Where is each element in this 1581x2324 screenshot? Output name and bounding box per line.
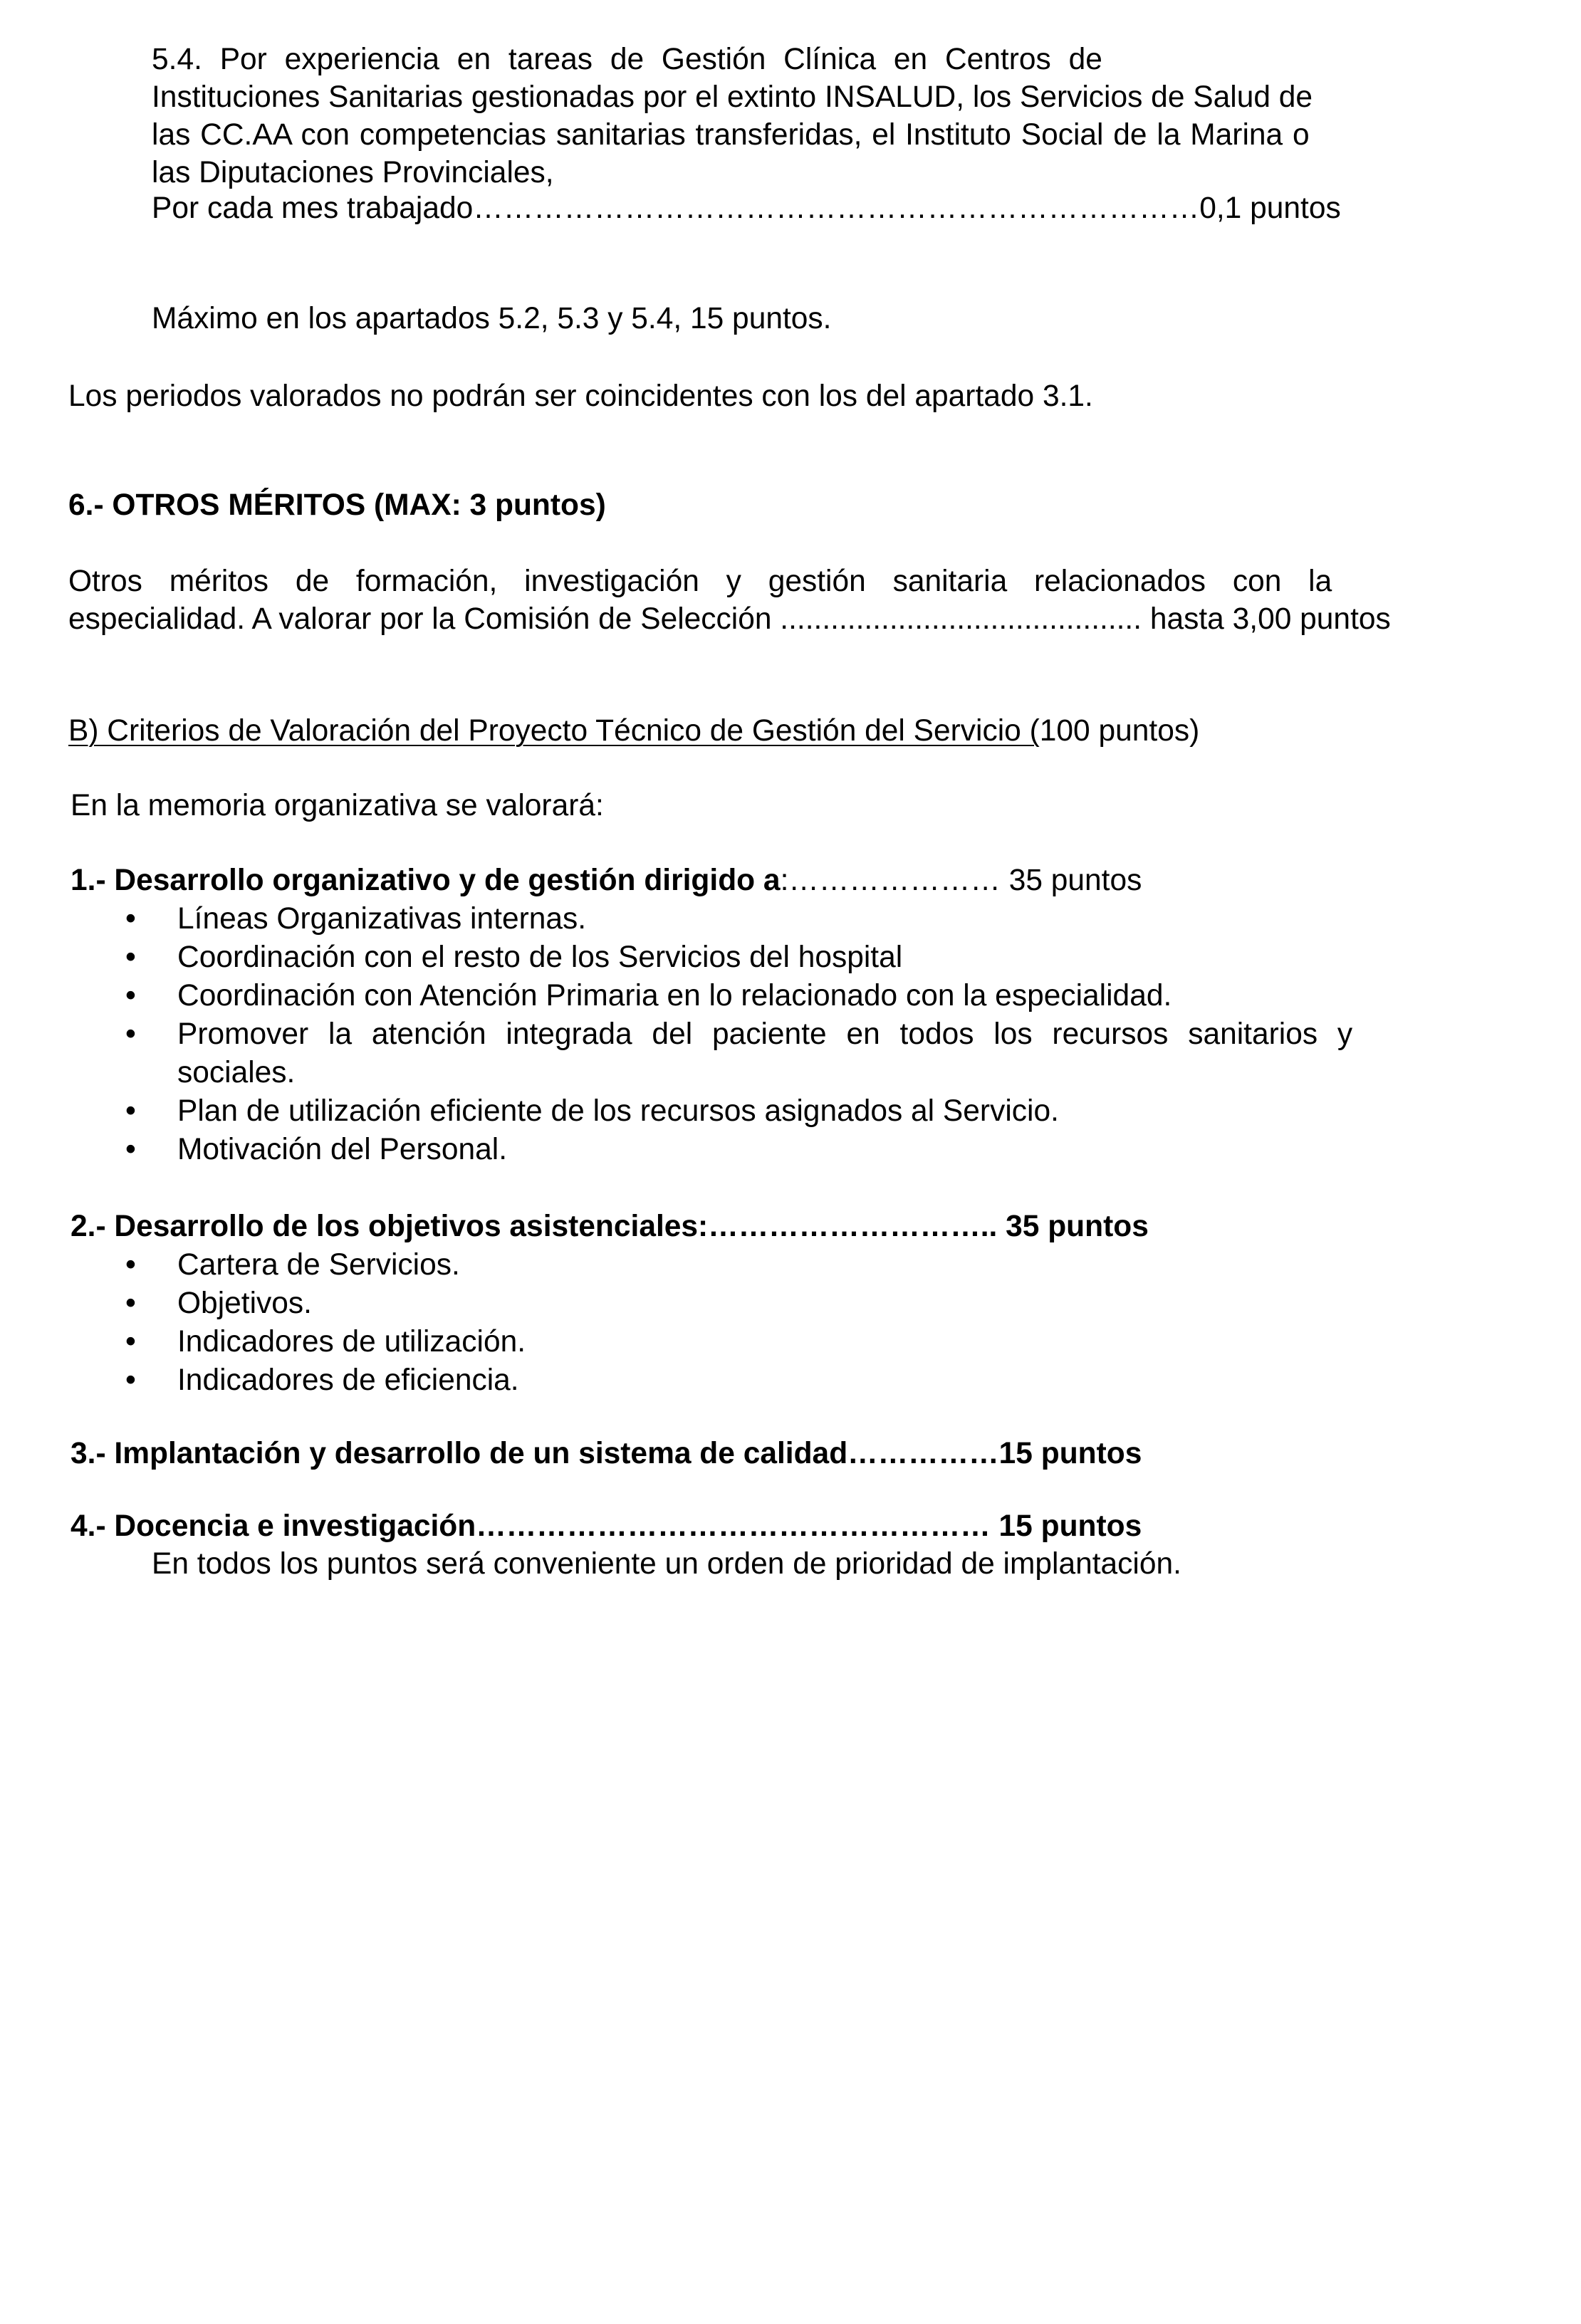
bullet-icon: •	[125, 941, 136, 974]
bullet-icon: •	[125, 979, 136, 1012]
item-1-bullet-3: Coordinación con Atención Primaria en lo relacionado con la especialidad.	[177, 979, 1172, 1012]
criteria-b-heading	[68, 712, 1199, 750]
item-1-heading-bold: 1.- Desarrollo organizativo y de gestión dirigido a	[71, 864, 781, 897]
item-4-heading: 4.- Docencia e investigación…………………………………………… 15 puntos	[71, 1509, 1142, 1543]
item-1-heading	[71, 862, 1142, 900]
item-1-heading-tail: :………………… 35 puntos	[780, 864, 1142, 897]
item-2-heading: 2.- Desarrollo de los objetivos asistenciales:……………………….. 35 puntos	[71, 1210, 1149, 1243]
section-5-4-line-4: las Diputaciones Provinciales,	[152, 156, 554, 189]
bullet-icon: •	[125, 1133, 136, 1166]
bullet-icon: •	[125, 1017, 136, 1051]
per-month-label: Por cada mes trabajado	[152, 192, 474, 225]
item-4-note: En todos los puntos será conveniente un orden de prioridad de implantación.	[152, 1547, 1181, 1581]
bullet-icon: •	[125, 1287, 136, 1320]
bullet-icon: •	[125, 1363, 136, 1397]
section-6-heading: 6.- OTROS MÉRITOS (MAX: 3 puntos)	[68, 488, 606, 522]
item-1-bullet-5: Plan de utilización eficiente de los recursos asignados al Servicio.	[177, 1094, 1059, 1128]
item-1-bullet-6: Motivación del Personal.	[177, 1133, 508, 1166]
bullet-icon: •	[125, 1248, 136, 1282]
item-2-bullet-4: Indicadores de eficiencia.	[177, 1363, 519, 1397]
bullet-icon: •	[125, 1325, 136, 1359]
item-1-bullet-2: Coordinación con el resto de los Servicios del hospital	[177, 941, 903, 974]
bullet-icon: •	[125, 1094, 136, 1128]
item-2-bullet-3: Indicadores de utilización.	[177, 1325, 526, 1359]
periodos-line: Los periodos valorados no podrán ser coincidentes con los del apartado 3.1.	[68, 380, 1093, 413]
section-5-4-line-2: Instituciones Sanitarias gestionadas por el extinto INSALUD, los Servicios de Salud de	[152, 80, 1313, 114]
item-2-bullet-1: Cartera de Servicios.	[177, 1248, 460, 1282]
leader-dots: ………………………………………………………………	[473, 192, 1200, 225]
item-2-bullet-2: Objetivos.	[177, 1287, 312, 1320]
criteria-b-heading-underlined: B) Criterios de Valoración del Proyecto Técnico de Gestión del Servicio (	[68, 714, 1040, 748]
criteria-b-heading-rest: 100 puntos)	[1039, 714, 1200, 748]
memoria-line: En la memoria organizativa se valorará:	[71, 789, 604, 822]
item-3-heading: 3.- Implantación y desarrollo de un sistema de calidad……………15 puntos	[71, 1437, 1142, 1470]
bullet-icon: •	[125, 902, 136, 936]
per-month-value: 0,1 puntos	[1199, 192, 1341, 225]
section-5-4-line-3: las CC.AA con competencias sanitarias transferidas, el Instituto Social de la Marina o	[152, 118, 1310, 152]
item-1-bullet-1: Líneas Organizativas internas.	[177, 902, 587, 936]
maximo-line: Máximo en los apartados 5.2, 5.3 y 5.4, 15 puntos.	[152, 302, 832, 335]
item-1-bullet-4-continued: sociales.	[177, 1056, 296, 1089]
section-6-line-1: Otros méritos de formación, investigación y gestión sanitaria relacionados con la	[68, 565, 1332, 598]
section-5-4-line-5	[152, 189, 1341, 228]
section-5-4-line-1-text: 5.4. Por experiencia en tareas de Gestión Clínica en Centros de	[152, 43, 1102, 76]
section-5-4-line-1	[152, 41, 1175, 79]
item-1-bullet-4: Promover la atención integrada del paciente en todos los recursos sanitarios y	[177, 1017, 1353, 1051]
section-6-line-2: especialidad. A valorar por la Comisión de Selección ........................................... hasta 3,00 puntos	[68, 602, 1391, 636]
